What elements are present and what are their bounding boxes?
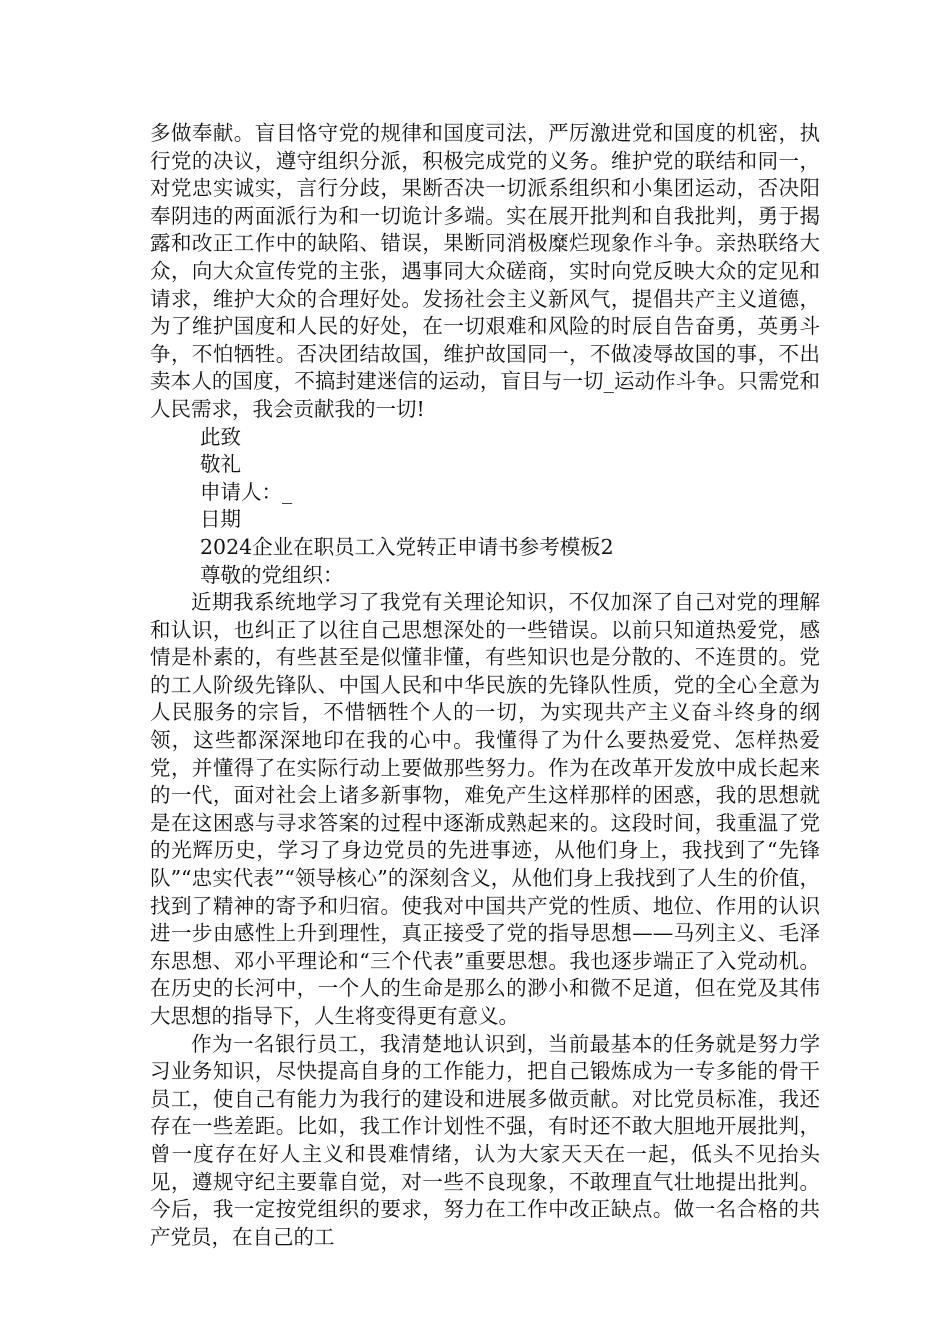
paragraph-study-reflection: 近期我系统地学习了我党有关理论知识，不仅加深了自己对党的理解和认识，也纠正了以往自己思想深处的一些错误。以前只知道热爱党，感情是朴素的，有些甚至是似懂非懂，有些知识也是分散的、不连贯的。党的工人阶级先锋队、中国人民和中华民族的先锋队性质，党的全心全意为人民服务的宗旨，不惜牺牲个人的一切，为实现共产主义奋斗终身的纲领，这些都深深地印在我的心中。我懂得了为什么要热爱党、怎样热爱党，并懂得了在实际行动上要做那些努力。作为在改革开发放中成长起来的一代，面对社会上诸多新事物，难免产生这样那样的困惑，我的思想就是在这困惑与寻求答案的过程中逐渐成熟起来的。这段时间，我重温了党的光辉历史，学习了身边党员的先进事迹，从他们身上，我找到了“先锋队”“忠实代表”“领导核心”的深刻含义，从他们身上我找到了人生的价值，找到了精神的寄予和归宿。使我对中国共产党的性质、地位、作用的认识进一步由感性上升到理性，真正接受了党的指导思想——马列主义、毛泽东思想、邓小平理论和“三个代表”重要思想。我也逐步端正了入党动机。在历史的长河中，一个人的生命是那么的渺小和微不足道，但在党及其伟大思想的指导下，人生将变得更有意义。 — [150, 590, 820, 1028]
applicant-line: 申请人：_ — [200, 479, 293, 504]
closing-cizhi: 此致 — [200, 424, 241, 449]
salutation: 尊敬的党组织： — [200, 562, 344, 587]
paragraph-bank-employee: 作为一名银行员工，我清楚地认识到，当前最基本的任务就是努力学习业务知识，尽快提高自身的工作能力，把自己锻炼成为一专多能的骨干员工，使自己有能力为我行的建设和进展多做贡献。对比党员标准，我还存在一些差距。比如，我工作计划性不强，有时还不敢大胆地开展批判，曾一度存在好人主义和畏难情绪，认为大家天天在一起，低头不见抬头见，遵规守纪主要靠自觉，对一些不良现象，不敢理直气壮地提出批判。今后，我一定按党组织的要求，努力在工作中改正缺点。做一名合格的共产党员，在自己的工 — [150, 1031, 820, 1249]
document-page — [150, 120, 820, 1251]
closing-jingli: 敬礼 — [200, 452, 241, 477]
template-title: 2024企业在职员工入党转正申请书参考模板2 — [200, 534, 614, 559]
date-line: 日期 — [200, 507, 241, 532]
paragraph-duties-body: 多做奉献。盲目恪守党的规律和国度司法，严厉激进党和国度的机密，执行党的决议，遵守组织分派，积极完成党的义务。维护党的联结和同一，对党忠实诚实，言行分歧，果断否决一切派系组织和小集团运动，否决阳奉阴违的两面派行为和一切诡计多端。实在展开批判和自我批判，勇于揭露和改正工作中的缺陷、错误，果断同消极糜烂现象作斗争。亲热联络大众，向大众宣传党的主张，遇事同大众磋商，实时向党反映大众的定见和请求，维护大众的合理好处。发扬社会主义新风气，提倡共产主义道德，为了维护国度和人民的好处，在一切艰难和风险的时辰自告奋勇，英勇斗争，不怕牺牲。否决团结故国，维护故国同一，不做凌辱故国的事，不出卖本人的国度，不搞封建迷信的运动，盲目与一切_运动作斗争。只需党和人民需求，我会贡献我的一切! — [150, 121, 820, 421]
